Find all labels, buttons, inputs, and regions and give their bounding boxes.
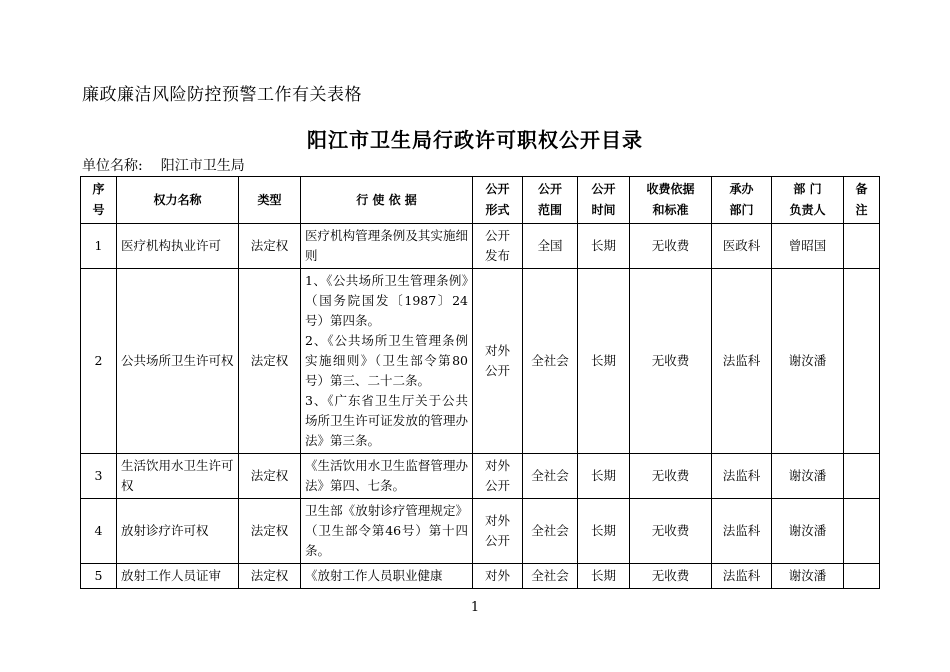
cell-time: 长期 — [578, 269, 630, 454]
header-seq: 序 号 — [81, 177, 117, 224]
cell-basis: 医疗机构管理条例及其实施细则 — [301, 224, 473, 269]
cell-seq: 5 — [81, 564, 117, 589]
cell-note — [844, 269, 880, 454]
cell-time: 长期 — [578, 454, 630, 499]
cell-basis: 卫生部《放射诊疗管理规定》（卫生部令第46号）第十四条。 — [301, 499, 473, 564]
header-power-name: 权力名称 — [117, 177, 239, 224]
cell-basis: 《放射工作人员职业健康 — [301, 564, 473, 589]
table-header-row — [81, 177, 880, 224]
header-dept: 承办 部门 — [712, 177, 772, 224]
cell-basis: 《生活饮用水卫生监督管理办法》第四、七条。 — [301, 454, 473, 499]
cell-fee: 无收费 — [630, 269, 712, 454]
cell-type: 法定权 — [239, 454, 301, 499]
cell-dept: 法监科 — [712, 269, 772, 454]
table-row — [81, 224, 880, 269]
header-head: 部 门 负责人 — [772, 177, 844, 224]
cell-form: 公开 发布 — [473, 224, 523, 269]
cell-form: 对外 — [473, 564, 523, 589]
cell-scope: 全社会 — [523, 564, 578, 589]
cell-head: 谢汝潘 — [772, 269, 844, 454]
cell-note — [844, 224, 880, 269]
unit-line — [82, 155, 245, 175]
cell-time: 长期 — [578, 564, 630, 589]
cell-head: 曾昭国 — [772, 224, 844, 269]
cell-note — [844, 564, 880, 589]
permission-catalog-table — [80, 176, 880, 589]
header-fee: 收费依据 和标准 — [630, 177, 712, 224]
cell-basis: 1、《公共场所卫生管理条例》（国务院国发〔1987〕24号）第四条。 2、《公共场所卫生管理条例实施细则》（卫生部令第80号）第三、二十二条。 3、《广东省卫生厅关于公共场所卫生许可证发放的管理办法》第三条。 — [301, 269, 473, 454]
header-form: 公开 形式 — [473, 177, 523, 224]
header-time: 公开 时间 — [578, 177, 630, 224]
cell-head: 谢汝潘 — [772, 454, 844, 499]
cell-type: 法定权 — [239, 269, 301, 454]
cell-power-name: 公共场所卫生许可权 — [117, 269, 239, 454]
table-row — [81, 499, 880, 564]
table-row — [81, 454, 880, 499]
cell-scope: 全社会 — [523, 499, 578, 564]
cell-power-name: 医疗机构执业许可 — [117, 224, 239, 269]
cell-time: 长期 — [578, 224, 630, 269]
document-title: 阳江市卫生局行政许可职权公开目录 — [307, 128, 643, 152]
cell-note — [844, 499, 880, 564]
table-row — [81, 564, 880, 589]
cell-dept: 法监科 — [712, 454, 772, 499]
cell-form: 对外 公开 — [473, 454, 523, 499]
cell-scope: 全社会 — [523, 454, 578, 499]
header-basis: 行 使 依 据 — [301, 177, 473, 224]
unit-label: 单位名称: — [82, 158, 143, 174]
cell-dept: 医政科 — [712, 224, 772, 269]
cell-seq: 4 — [81, 499, 117, 564]
cell-scope: 全社会 — [523, 269, 578, 454]
cell-time: 长期 — [578, 499, 630, 564]
cell-fee: 无收费 — [630, 454, 712, 499]
cell-type: 法定权 — [239, 564, 301, 589]
cell-power-name: 放射诊疗许可权 — [117, 499, 239, 564]
cell-fee: 无收费 — [630, 564, 712, 589]
cell-fee: 无收费 — [630, 499, 712, 564]
cell-scope: 全国 — [523, 224, 578, 269]
cell-seq: 2 — [81, 269, 117, 454]
header-note: 备 注 — [844, 177, 880, 224]
table-row — [81, 269, 880, 454]
cell-fee: 无收费 — [630, 224, 712, 269]
cell-head: 谢汝潘 — [772, 564, 844, 589]
cell-seq: 3 — [81, 454, 117, 499]
cell-head: 谢汝潘 — [772, 499, 844, 564]
cell-dept: 法监科 — [712, 499, 772, 564]
header-scope: 公开 范围 — [523, 177, 578, 224]
cell-form: 对外 公开 — [473, 499, 523, 564]
cell-seq: 1 — [81, 224, 117, 269]
cell-note — [844, 454, 880, 499]
cell-dept: 法监科 — [712, 564, 772, 589]
section-heading: 廉政廉洁风险防控预警工作有关表格 — [82, 85, 362, 105]
cell-power-name: 放射工作人员证审 — [117, 564, 239, 589]
cell-form: 对外 公开 — [473, 269, 523, 454]
cell-power-name: 生活饮用水卫生许可权 — [117, 454, 239, 499]
cell-type: 法定权 — [239, 224, 301, 269]
unit-value: 阳江市卫生局 — [160, 158, 245, 174]
header-type: 类型 — [239, 177, 301, 224]
page-number: 1 — [470, 600, 480, 615]
cell-type: 法定权 — [239, 499, 301, 564]
